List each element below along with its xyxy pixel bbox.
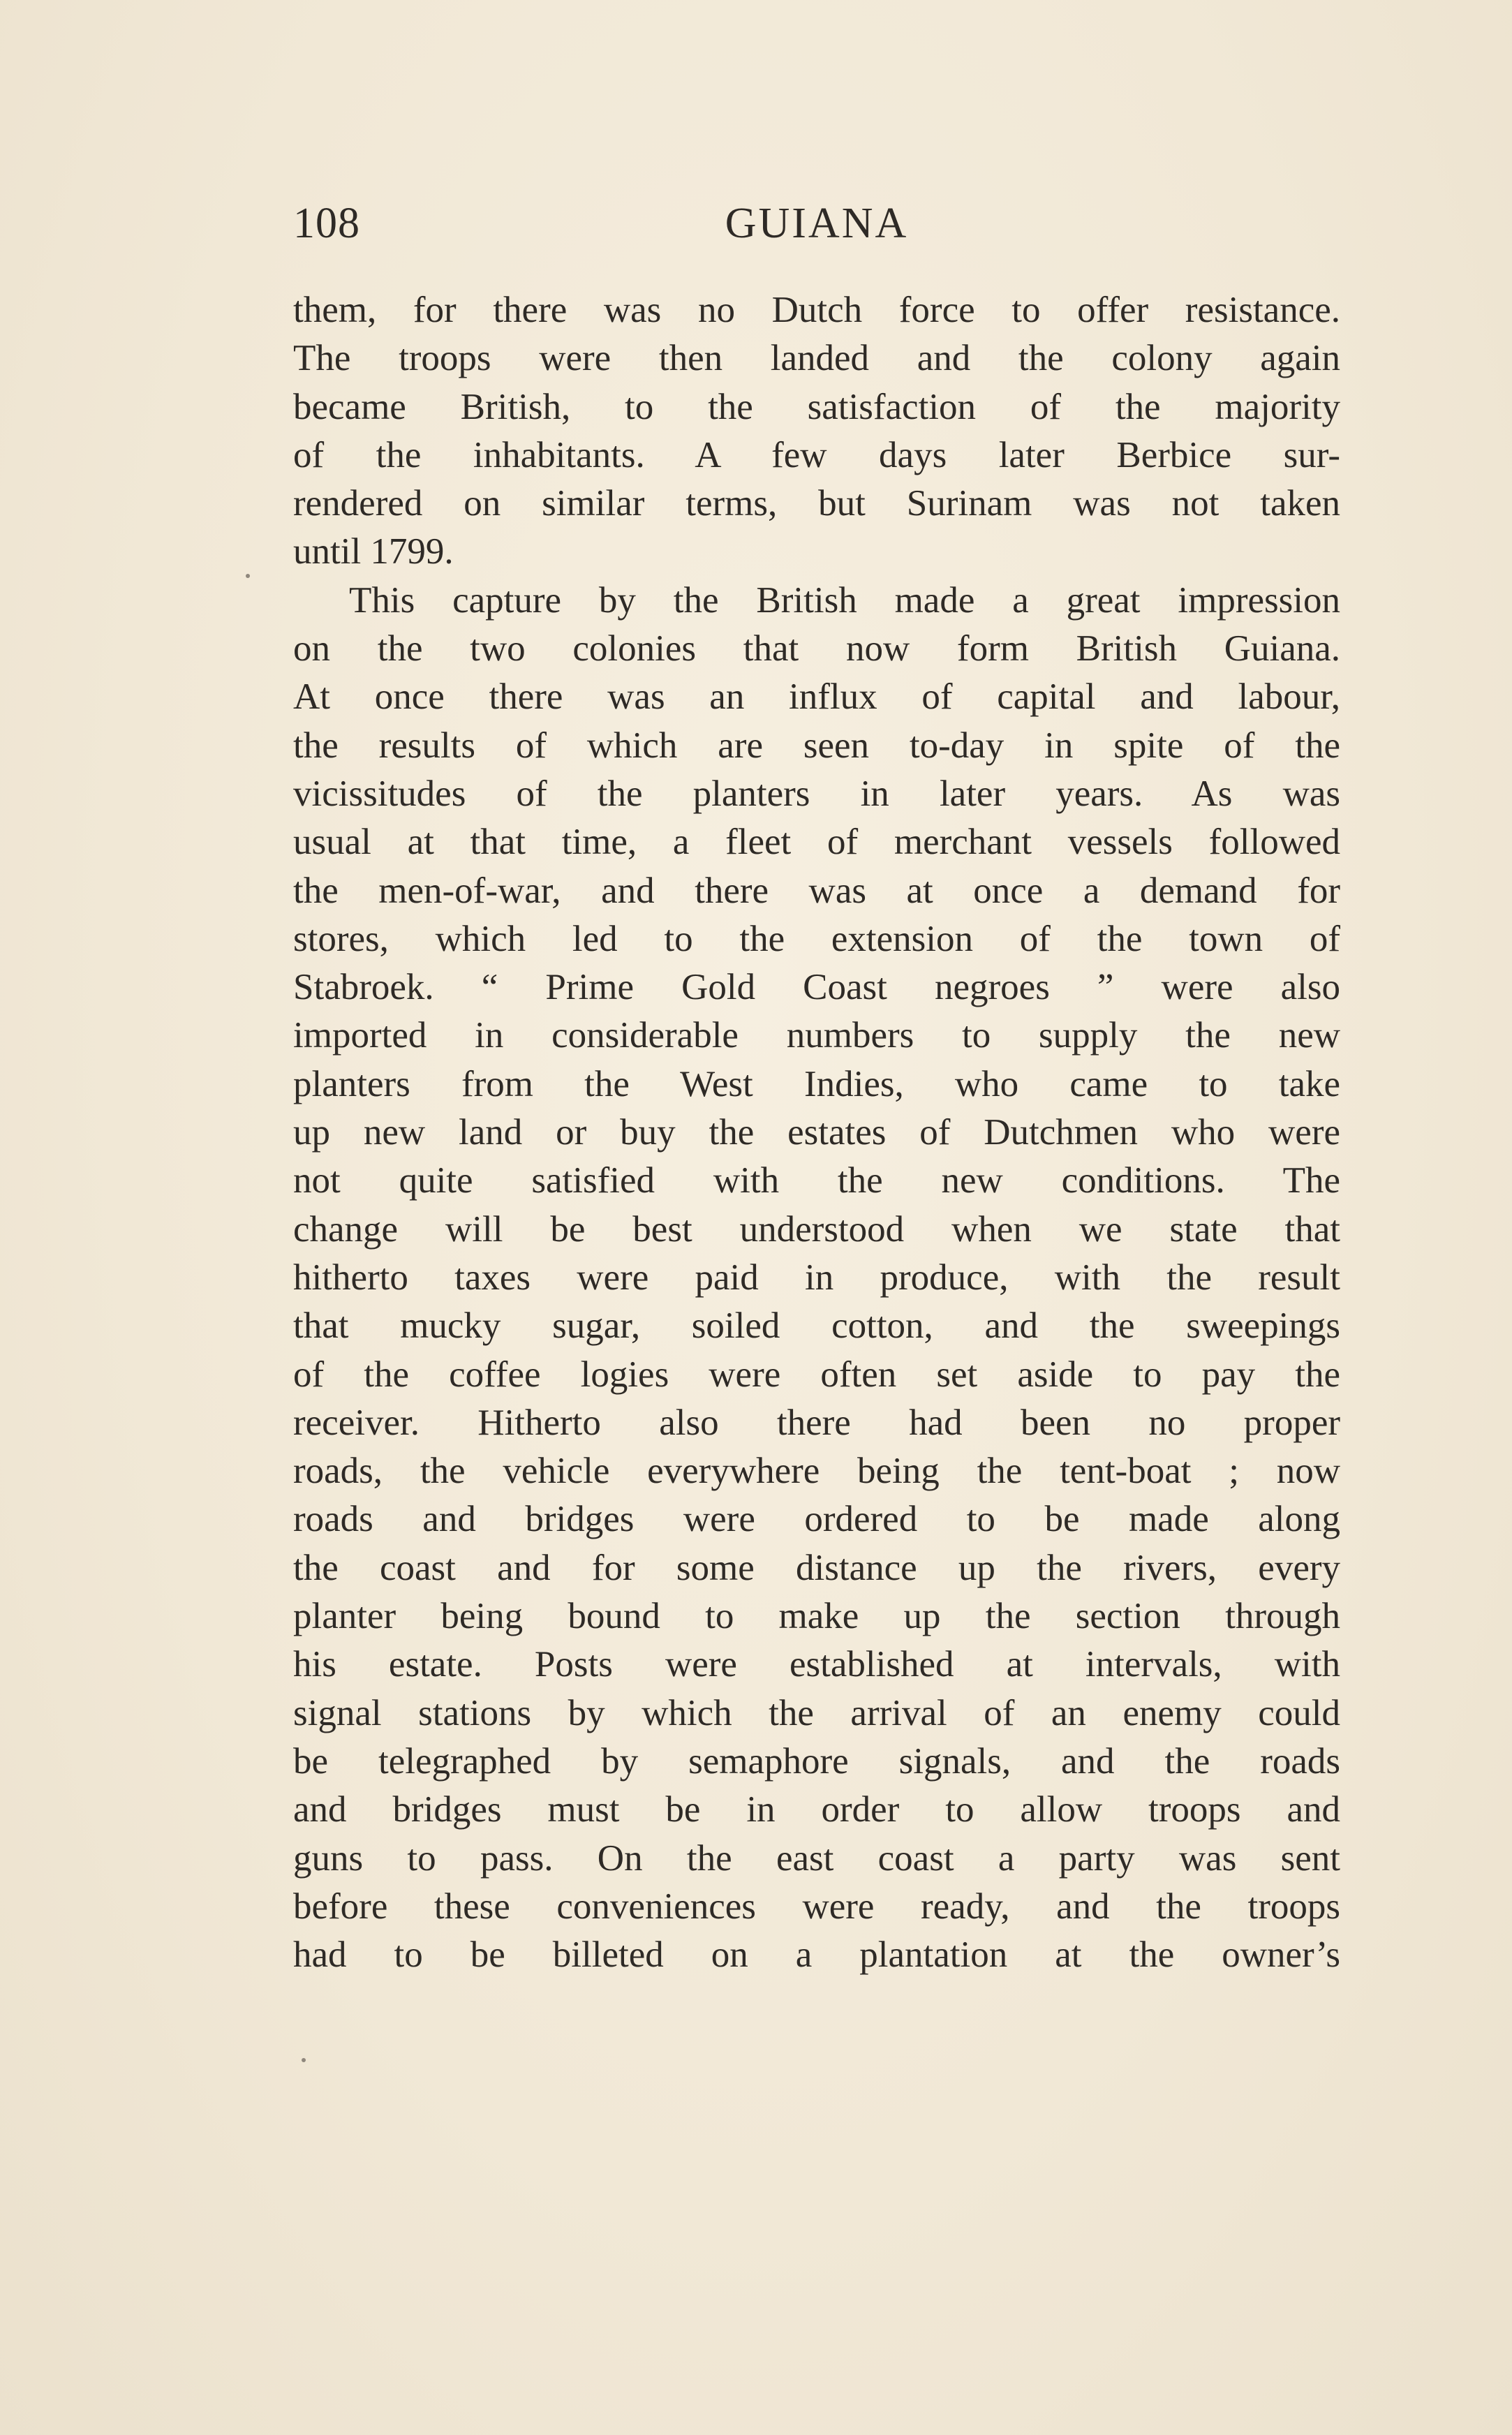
text-line: planter being bound to make up the section through	[293, 1596, 1340, 1637]
text-line: usual at that time, a fleet of merchant vessels followed	[293, 822, 1340, 863]
text-line: rendered on similar terms, but Surinam was not taken	[293, 483, 1340, 524]
text-line: before these conveniences were ready, and the troops	[293, 1886, 1340, 1927]
running-head: GUIANA	[725, 200, 909, 247]
text-line: receiver. Hitherto also there had been no proper	[293, 1402, 1340, 1443]
text-line: At once there was an influx of capital and labour,	[293, 676, 1340, 718]
text-line: the results of which are seen to-day in spite of the	[293, 725, 1340, 766]
text-line: roads and bridges were ordered to be made along	[293, 1499, 1340, 1540]
text-line: the coast and for some distance up the rivers, every	[293, 1547, 1340, 1588]
text-line: until 1799.	[293, 531, 454, 572]
text-line: stores, which led to the extension of the town of	[293, 918, 1340, 959]
text-line: not quite satisfied with the new conditions. The	[293, 1160, 1340, 1201]
text-line: had to be billeted on a plantation at the owner’s	[293, 1934, 1340, 1976]
text-line: roads, the vehicle everywhere being the tent-boat ; now	[293, 1451, 1340, 1492]
page-header	[293, 195, 1340, 251]
text-line: on the two colonies that now form British Guiana.	[293, 628, 1340, 669]
text-line: guns to pass. On the east coast a party was sent	[293, 1837, 1340, 1879]
paper-speck	[302, 2058, 306, 2062]
text-line: change will be best understood when we state that	[293, 1208, 1340, 1250]
paper-speck	[246, 574, 250, 578]
text-line: Stabroek. “ Prime Gold Coast negroes ” were also	[293, 967, 1340, 1008]
text-line: signal stations by which the arrival of an enemy could	[293, 1692, 1340, 1733]
body-text	[293, 286, 1340, 1979]
text-line: This capture by the British made a great impression	[349, 579, 1340, 621]
text-line: up new land or buy the estates of Dutchmen who were	[293, 1112, 1340, 1153]
text-line: planters from the West Indies, who came to take	[293, 1063, 1340, 1104]
text-line: be telegraphed by semaphore signals, and the roads	[293, 1740, 1340, 1782]
text-line: vicissitudes of the planters in later years. As was	[293, 773, 1340, 814]
text-line: hitherto taxes were paid in produce, with the result	[293, 1257, 1340, 1298]
text-line: imported in considerable numbers to supply the new	[293, 1015, 1340, 1056]
text-line: became British, to the satisfaction of the majority	[293, 386, 1340, 427]
text-line: that mucky sugar, soiled cotton, and the sweepings	[293, 1305, 1340, 1347]
text-line: the men-of-war, and there was at once a demand for	[293, 870, 1340, 911]
page-number: 108	[293, 200, 360, 247]
text-line: them, for there was no Dutch force to offer resistance.	[293, 290, 1340, 330]
text-line: his estate. Posts were established at intervals, with	[293, 1644, 1340, 1685]
text-line: The troops were then landed and the colony again	[293, 338, 1340, 379]
text-line: and bridges must be in order to allow troops and	[293, 1789, 1340, 1830]
text-line: of the coffee logies were often set aside to pay the	[293, 1354, 1340, 1395]
paragraph-2	[293, 577, 1340, 1980]
paragraph-1	[293, 286, 1340, 577]
text-line: of the inhabitants. A few days later Berbice sur-	[293, 434, 1340, 475]
